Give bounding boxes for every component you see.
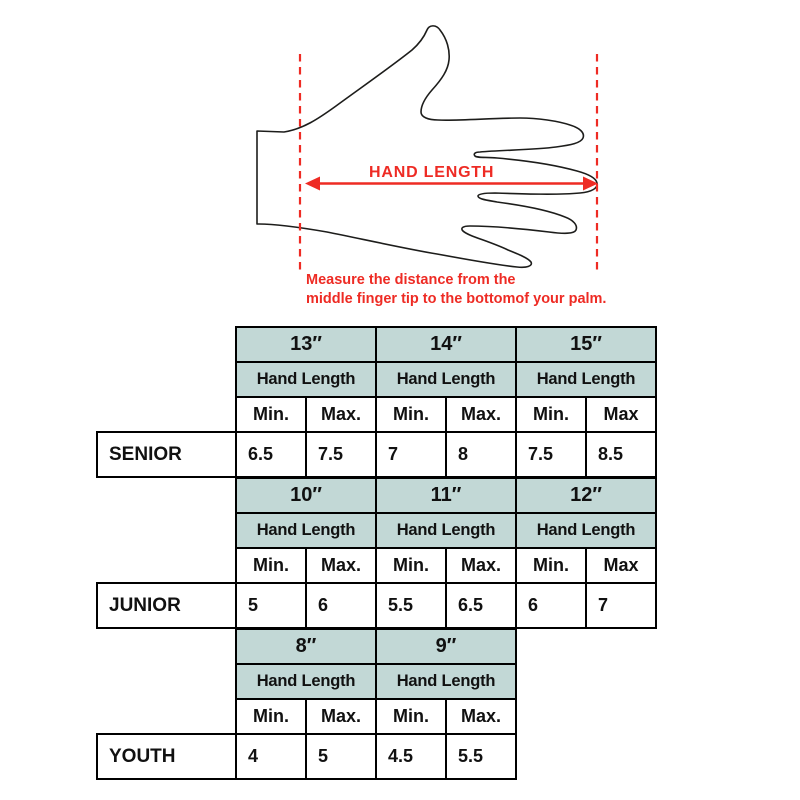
hand-length-cell: Hand Length — [517, 363, 655, 396]
hand-length-cell: Hand Length — [237, 665, 375, 698]
min-header-cell: Min. — [377, 398, 445, 431]
max-header-cell: Max. — [307, 700, 375, 733]
min-header-cell: Min. — [237, 398, 305, 431]
max-value-cell: 8 — [447, 433, 515, 476]
min-value-cell: 6 — [517, 584, 585, 627]
size-header-cell: 13″ — [237, 328, 375, 361]
size-header-cell: 9″ — [377, 630, 515, 663]
min-header-cell: Min. — [377, 549, 445, 582]
row-label-youth: YOUTH — [96, 733, 237, 780]
size-header-cell: 14″ — [377, 328, 515, 361]
size-header-cell: 11″ — [377, 479, 515, 512]
max-value-cell: 7.5 — [307, 433, 375, 476]
size-header-cell: 8″ — [237, 630, 375, 663]
hand-outline-drawing — [257, 26, 597, 267]
max-value-cell: 6.5 — [447, 584, 515, 627]
hand-length-cell: Hand Length — [377, 363, 515, 396]
min-value-cell: 7.5 — [517, 433, 585, 476]
min-value-cell: 4.5 — [377, 735, 445, 778]
min-value-cell: 6.5 — [237, 433, 305, 476]
size-header-cell: 10″ — [237, 479, 375, 512]
section-junior — [235, 477, 657, 629]
min-header-cell: Min. — [237, 549, 305, 582]
max-value-cell: 5.5 — [447, 735, 515, 778]
min-value-cell: 4 — [237, 735, 305, 778]
max-header-cell: Max. — [447, 398, 515, 431]
section-youth — [235, 628, 517, 780]
min-header-cell: Min. — [237, 700, 305, 733]
size-header-cell: 15″ — [517, 328, 655, 361]
measure-caption — [306, 271, 606, 308]
max-header-cell: Max. — [307, 398, 375, 431]
max-header-cell: Max. — [447, 700, 515, 733]
max-header-cell: Max. — [447, 549, 515, 582]
hand-figure — [230, 10, 680, 310]
min-header-cell: Min. — [517, 398, 585, 431]
min-header-cell: Min. — [517, 549, 585, 582]
row-label-junior: JUNIOR — [96, 582, 237, 629]
max-value-cell: 5 — [307, 735, 375, 778]
size-header-cell: 12″ — [517, 479, 655, 512]
min-header-cell: Min. — [377, 700, 445, 733]
max-header-cell: Max. — [307, 549, 375, 582]
max-value-cell: 7 — [587, 584, 655, 627]
measure-caption-line2: middle finger tip to the bottomof your palm. — [306, 290, 607, 307]
max-value-cell: 6 — [307, 584, 375, 627]
row-label-senior: SENIOR — [96, 431, 237, 478]
min-value-cell: 7 — [377, 433, 445, 476]
max-header-cell: Max — [587, 549, 655, 582]
max-value-cell: 8.5 — [587, 433, 655, 476]
measure-caption-line1: Measure the distance from the — [306, 272, 516, 288]
hand-length-cell: Hand Length — [377, 514, 515, 547]
hand-length-cell: Hand Length — [237, 514, 375, 547]
hand-length-cell: Hand Length — [377, 665, 515, 698]
max-header-cell: Max — [587, 398, 655, 431]
hand-length-cell: Hand Length — [517, 514, 655, 547]
section-senior — [235, 326, 657, 478]
hand-length-label: HAND LENGTH — [369, 164, 495, 181]
min-value-cell: 5.5 — [377, 584, 445, 627]
min-value-cell: 5 — [237, 584, 305, 627]
hand-length-cell: Hand Length — [237, 363, 375, 396]
